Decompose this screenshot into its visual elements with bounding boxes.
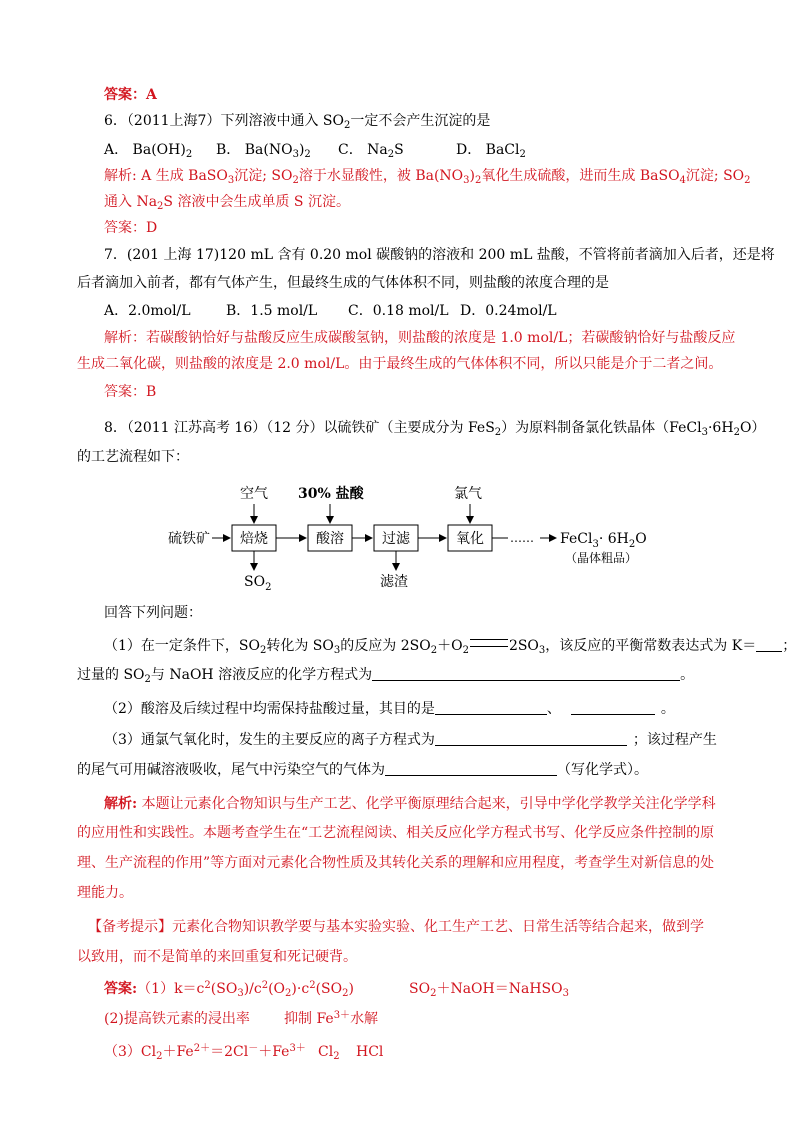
q8-analysis-line4: 理能力。 [77,885,133,901]
flow-box-oxidize-label: 氧化 [456,531,484,547]
q8-stem-line2: 的工艺流程如下： [77,449,189,465]
q7-analysis-line2: 生成二氧化碳，则盐酸的浓度是 2.0 mol/L。由于最终生成的气体体积不同，所以只能是介于二者之间。 [77,356,723,372]
q6-answer: 答案：D [104,220,158,236]
q8-part1-line1: （1）在一定条件下，$SO_2$转化为 $SO_3$的反应为 $2SO_2+O_2$ $2SO_3$，该反应的平衡常数表达式为 K＝ ； [104,638,796,656]
q6-stem: 6．（2011上海7）下列溶液中通入 $SO_2$一定不会产生沉淀的是 [104,113,491,131]
flow-input-label: 硫铁矿 [168,531,210,547]
q7-answer: 答案：B [104,384,157,400]
flow-top-chlorine: 氯气 [454,486,482,502]
q8-part3-line1: （3）通氯气氧化时，发生的主要反应的离子方程式为 ；该过程产生 [104,732,717,748]
flow-top-hcl: 30% 盐酸 [298,486,364,502]
q6-option-d: D． BaCl$_2$ [456,142,526,160]
q7-stem-line2: 后者滴加入前者，都有气体产生，但最终生成的气体体积不同，则盐酸的浓度合理的是 [77,275,609,291]
flow-box-acid-dissolve-label: 酸溶 [316,531,344,547]
q8-answer-part2: (2)提高铁元素的浸出率 抑制 $Fe^{3+}$水解 [104,1010,379,1027]
q8-analysis-line3: 理、生产流程的作用”等方面对元素化合物性质及其转化关系的理解和应用程度，考查学生对新信息的处 [77,855,715,871]
q7-options [104,302,557,320]
q8-analysis-line2: 的应用性和实践性。本题考查学生在“工艺流程阅读、相关反应化学方程式书写、化学反应条件控制的原 [77,825,715,841]
flow-bottom-so2: $SO_2$ [244,574,272,593]
flow-dots: …… [510,531,534,545]
q6-option-c: C． $Na_2S$ [338,142,404,160]
flow-top-air: 空气 [240,486,268,502]
q8-tip-line1: 【备考提示】元素化合物知识教学要与基本实验实验、化工生产工艺、日常生活等结合起来，做到学 [88,919,704,935]
q6-option-b: B． $Ba(NO_3)_2$ [216,142,311,160]
q7-stem-line1: 7．(201 上海 17)120 mL 含有 0.20 mol 碳酸钠的溶液和 200 mL 盐酸，不管将前者滴加入后者，还是将 [104,247,775,263]
q8-part2: （2）酸溶及后续过程中均需保持盐酸过量，其目的是 、 。 [104,701,675,717]
flow-bottom-residue: 滤渣 [380,574,408,590]
answer-blank-k[interactable] [756,637,782,652]
q7-option-d: D．0.24mol/L [460,303,557,319]
flow-box-roast-label: 焙烧 [240,531,268,547]
q6-options [104,141,526,160]
answer-blank-pollutant[interactable] [385,761,557,776]
q6-analysis-line2: 通入 $Na_2S$ 溶液中会生成单质 S 沉淀。 [104,194,350,212]
q8-stem-line1: 8．（2011 江苏高考 16）（12 分）以硫铁矿（主要成分为 FeS$_2$）为原料制备氯化铁晶体$(FeCl_3\cdot 6H_2O)$ [104,420,766,438]
answer-blank-purpose-2[interactable] [571,700,655,715]
answer-blank-so2-naoh[interactable] [372,666,680,681]
q7-option-b: B．1.5 mol/L [226,303,318,319]
q7-option-c: C．0.18 mol/L [348,303,449,319]
flow-product: FeCl$_3$· $6H_2O$ [560,531,647,550]
q6-analysis-line1: 解析: A 生成 BaSO$_3$沉淀; $SO_2$溶于水显酸性，被 $Ba(NO_3)_2$氧化生成硫酸，进而生成 BaSO$_4$沉淀; $SO_2$ [104,168,751,186]
q8-part1-line2: 过量的 $SO_2$与 NaOH 溶液反应的化学方程式为 。 [77,667,695,685]
answer-blank-ionic-equation[interactable] [435,731,627,746]
q8-tip-line2: 以致用，而不是简单的来回重复和死记硬背。 [77,949,357,965]
q7-analysis-line1: 解析：若碳酸钠恰好与盐酸反应生成碳酸氢钠，则盐酸的浓度是 1.0 mol/L；若碳酸钠恰好与盐酸反应 [104,330,736,346]
flow-product-note: （晶体粗品） [565,551,638,565]
q8-answer-part1-eq2: $SO_2+NaOH=NaHSO_3$ [409,981,569,999]
q5-answer: 答案：A [104,87,157,103]
q7-option-a: A．2.0mol/L [104,303,191,319]
process-flow-diagram [160,480,670,593]
q8-analysis-line1: 解析: 本题让元素化合物知识与生产工艺、化学平衡原理结合起来，引导中学化学教学关注化学学科 [104,796,716,812]
q8-answer-part1: 答案$:(1)k=c^2(SO_3)/c^2(O_2)\cdot c^2(SO_2)$ $SO_2+NaOH=NaHSO_3$ [104,980,569,999]
equilibrium-arrow [470,639,508,647]
q6-option-a: A． $Ba(OH)_2$ [104,142,193,160]
q8-answer-part3: $(3)Cl_2+Fe^{2+}=2Cl^-+Fe^{3+}$ $Cl_2$ HCl [104,1043,384,1062]
answer-blank-purpose-1[interactable] [435,700,547,715]
q8-prompt: 回答下列问题： [104,605,202,621]
flow-box-filter-label: 过滤 [382,531,410,547]
q8-part3-line2: 的尾气可用碱溶液吸收，尾气中污染空气的气体为 （写化学式）。 [77,762,648,778]
